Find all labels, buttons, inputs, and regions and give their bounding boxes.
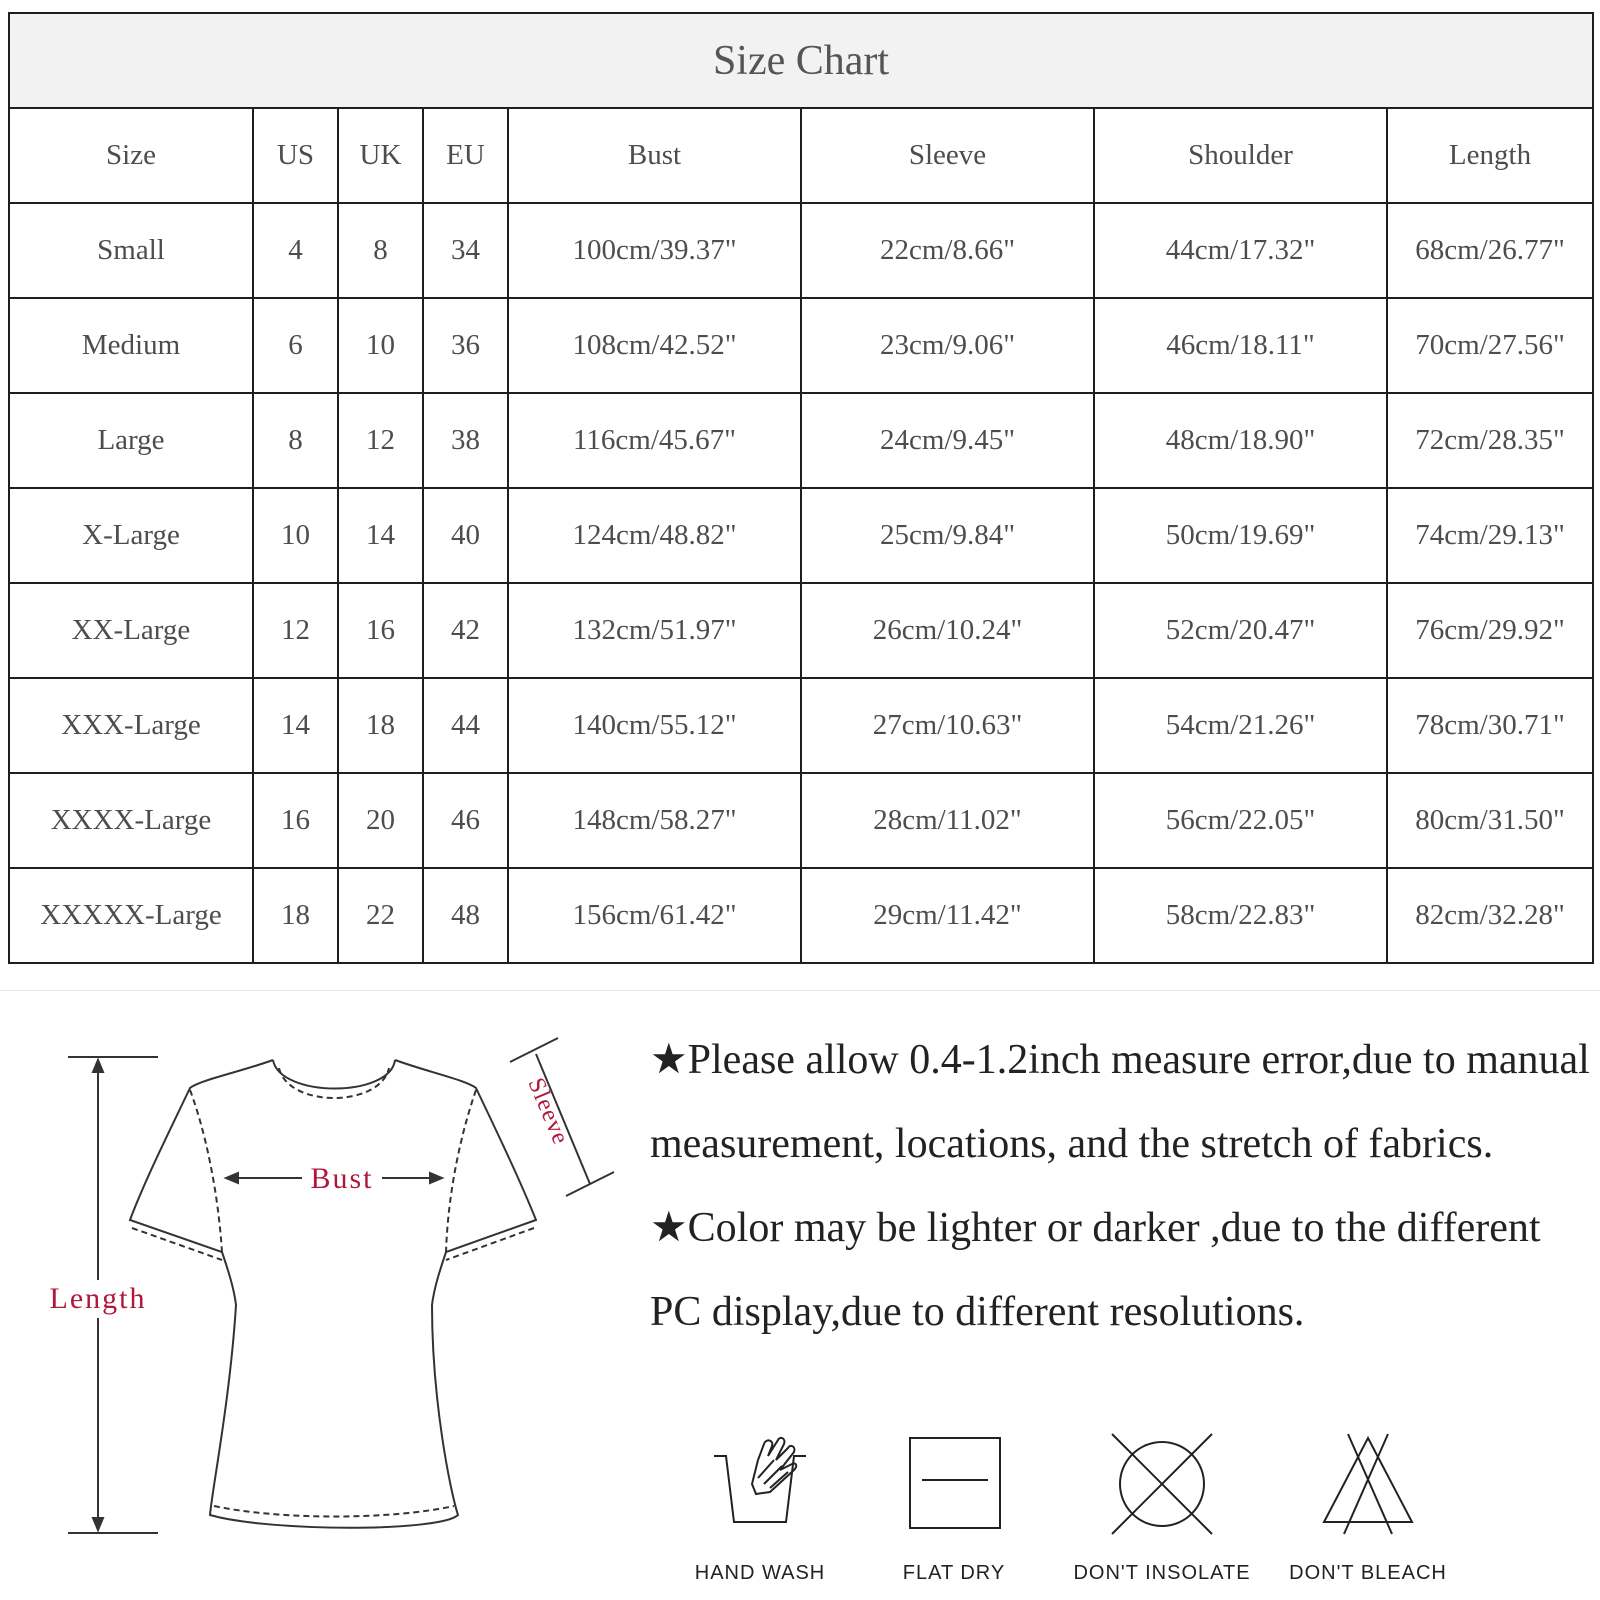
table-row xyxy=(9,678,1593,773)
table-cell: 28cm/11.02" xyxy=(801,773,1094,868)
sleeve-top-tick xyxy=(510,1038,558,1062)
table-cell: 116cm/45.67" xyxy=(508,393,801,488)
table-cell: 10 xyxy=(253,488,338,583)
table-cell: Large xyxy=(9,393,253,488)
table-cell: XXXXX-Large xyxy=(9,868,253,963)
table-row xyxy=(9,298,1593,393)
collar-outer xyxy=(273,1060,395,1089)
notes-block xyxy=(650,1018,1590,1354)
care-label: FLAT DRY xyxy=(902,1562,1006,1584)
table-cell: 80cm/31.50" xyxy=(1387,773,1593,868)
table-cell: XX-Large xyxy=(9,583,253,678)
table-cell: 56cm/22.05" xyxy=(1094,773,1387,868)
table-cell: 132cm/51.97" xyxy=(508,583,801,678)
table-cell: 8 xyxy=(338,203,423,298)
table-cell: 76cm/29.92" xyxy=(1387,583,1593,678)
length-label: Length xyxy=(49,1282,147,1315)
table-cell: 74cm/29.13" xyxy=(1387,488,1593,583)
table-cell: 8 xyxy=(253,393,338,488)
tshirt-diagram xyxy=(30,1020,630,1580)
bust-arrow-left xyxy=(226,1173,238,1183)
table-cell: 46 xyxy=(423,773,508,868)
table-cell: 50cm/19.69" xyxy=(1094,488,1387,583)
table-cell: 70cm/27.56" xyxy=(1387,298,1593,393)
column-header: Bust xyxy=(508,108,801,203)
care-label: DON'T BLEACH xyxy=(1289,1562,1447,1584)
table-cell: 14 xyxy=(338,488,423,583)
care-item-hand-wash xyxy=(660,1430,860,1600)
table-cell: 4 xyxy=(253,203,338,298)
table-cell: 22cm/8.66" xyxy=(801,203,1094,298)
hem-stitch xyxy=(214,1506,454,1517)
table-cell: 34 xyxy=(423,203,508,298)
column-header: Shoulder xyxy=(1094,108,1387,203)
column-header: Length xyxy=(1387,108,1593,203)
bust-arrow-right xyxy=(430,1173,442,1183)
left-sleeve-seam xyxy=(190,1090,222,1252)
table-cell: 68cm/26.77" xyxy=(1387,203,1593,298)
care-instructions xyxy=(660,1430,1560,1600)
table-cell: 44cm/17.32" xyxy=(1094,203,1387,298)
care-item-dont-bleach xyxy=(1268,1430,1468,1600)
size-chart-table xyxy=(8,12,1594,964)
table-cell: 58cm/22.83" xyxy=(1094,868,1387,963)
right-cuff-stitch xyxy=(446,1228,534,1260)
table-cell: 23cm/9.06" xyxy=(801,298,1094,393)
length-arrow-top xyxy=(93,1060,103,1072)
bust-label: Bust xyxy=(310,1162,374,1195)
table-cell: 27cm/10.63" xyxy=(801,678,1094,773)
column-header: US xyxy=(253,108,338,203)
table-cell: 14 xyxy=(253,678,338,773)
table-cell: 124cm/48.82" xyxy=(508,488,801,583)
column-header: Sleeve xyxy=(801,108,1094,203)
table-cell: 100cm/39.37" xyxy=(508,203,801,298)
table-cell: 44 xyxy=(423,678,508,773)
table-cell: 18 xyxy=(253,868,338,963)
table-cell: 82cm/32.28" xyxy=(1387,868,1593,963)
table-cell: XXX-Large xyxy=(9,678,253,773)
table-cell: 16 xyxy=(338,583,423,678)
table-cell: 78cm/30.71" xyxy=(1387,678,1593,773)
table-cell: Small xyxy=(9,203,253,298)
table-cell: 148cm/58.27" xyxy=(508,773,801,868)
hand-wash-icon xyxy=(700,1430,820,1540)
table-row xyxy=(9,868,1593,963)
table-cell: 72cm/28.35" xyxy=(1387,393,1593,488)
table-cell: 54cm/21.26" xyxy=(1094,678,1387,773)
right-sleeve-seam xyxy=(446,1090,476,1252)
table-cell: 48 xyxy=(423,868,508,963)
table-cell: 20 xyxy=(338,773,423,868)
table-cell: 52cm/20.47" xyxy=(1094,583,1387,678)
table-cell: 6 xyxy=(253,298,338,393)
chart-title: Size Chart xyxy=(9,13,1593,108)
table-cell: 108cm/42.52" xyxy=(508,298,801,393)
table-cell: 29cm/11.42" xyxy=(801,868,1094,963)
table-cell: 40 xyxy=(423,488,508,583)
care-item-flat-dry xyxy=(854,1430,1054,1600)
table-row xyxy=(9,488,1593,583)
table-cell: 12 xyxy=(253,583,338,678)
sleeve-label: Sleeve xyxy=(522,1074,574,1149)
table-row xyxy=(9,773,1593,868)
table-row xyxy=(9,393,1593,488)
note-measure-error: ★Please allow 0.4-1.2inch measure error,due to manual measurement, locations, and the stretch of fabrics. xyxy=(650,1037,1590,1167)
flat-dry-icon xyxy=(894,1430,1014,1540)
care-label: DON'T INSOLATE xyxy=(1073,1562,1251,1584)
dont-insolate-icon xyxy=(1102,1430,1222,1540)
table-row xyxy=(9,203,1593,298)
table-cell: XXXX-Large xyxy=(9,773,253,868)
table-cell: 10 xyxy=(338,298,423,393)
table-cell: 156cm/61.42" xyxy=(508,868,801,963)
table-cell: 48cm/18.90" xyxy=(1094,393,1387,488)
note-color-difference: ★Color may be lighter or darker ,due to the different PC display,due to different resolutions. xyxy=(650,1205,1541,1335)
table-cell: 42 xyxy=(423,583,508,678)
column-header: Size xyxy=(9,108,253,203)
table-cell: 12 xyxy=(338,393,423,488)
table-cell: 25cm/9.84" xyxy=(801,488,1094,583)
table-cell: 140cm/55.12" xyxy=(508,678,801,773)
table-cell: 16 xyxy=(253,773,338,868)
column-header: EU xyxy=(423,108,508,203)
table-cell: 38 xyxy=(423,393,508,488)
dont-bleach-icon xyxy=(1308,1430,1428,1540)
care-label: HAND WASH xyxy=(694,1562,826,1584)
table-cell: 26cm/10.24" xyxy=(801,583,1094,678)
table-cell: 22 xyxy=(338,868,423,963)
table-cell: X-Large xyxy=(9,488,253,583)
table-cell: 46cm/18.11" xyxy=(1094,298,1387,393)
table-row xyxy=(9,583,1593,678)
table-cell: 18 xyxy=(338,678,423,773)
left-cuff-stitch xyxy=(132,1228,222,1260)
table-cell: Medium xyxy=(9,298,253,393)
table-cell: 24cm/9.45" xyxy=(801,393,1094,488)
table-header-row xyxy=(9,108,1593,203)
care-item-dont-insolate xyxy=(1062,1430,1262,1600)
length-arrow-bottom xyxy=(93,1518,103,1530)
table-cell: 36 xyxy=(423,298,508,393)
shirt-outline xyxy=(130,1060,536,1528)
table-body xyxy=(9,203,1593,963)
column-header: UK xyxy=(338,108,423,203)
